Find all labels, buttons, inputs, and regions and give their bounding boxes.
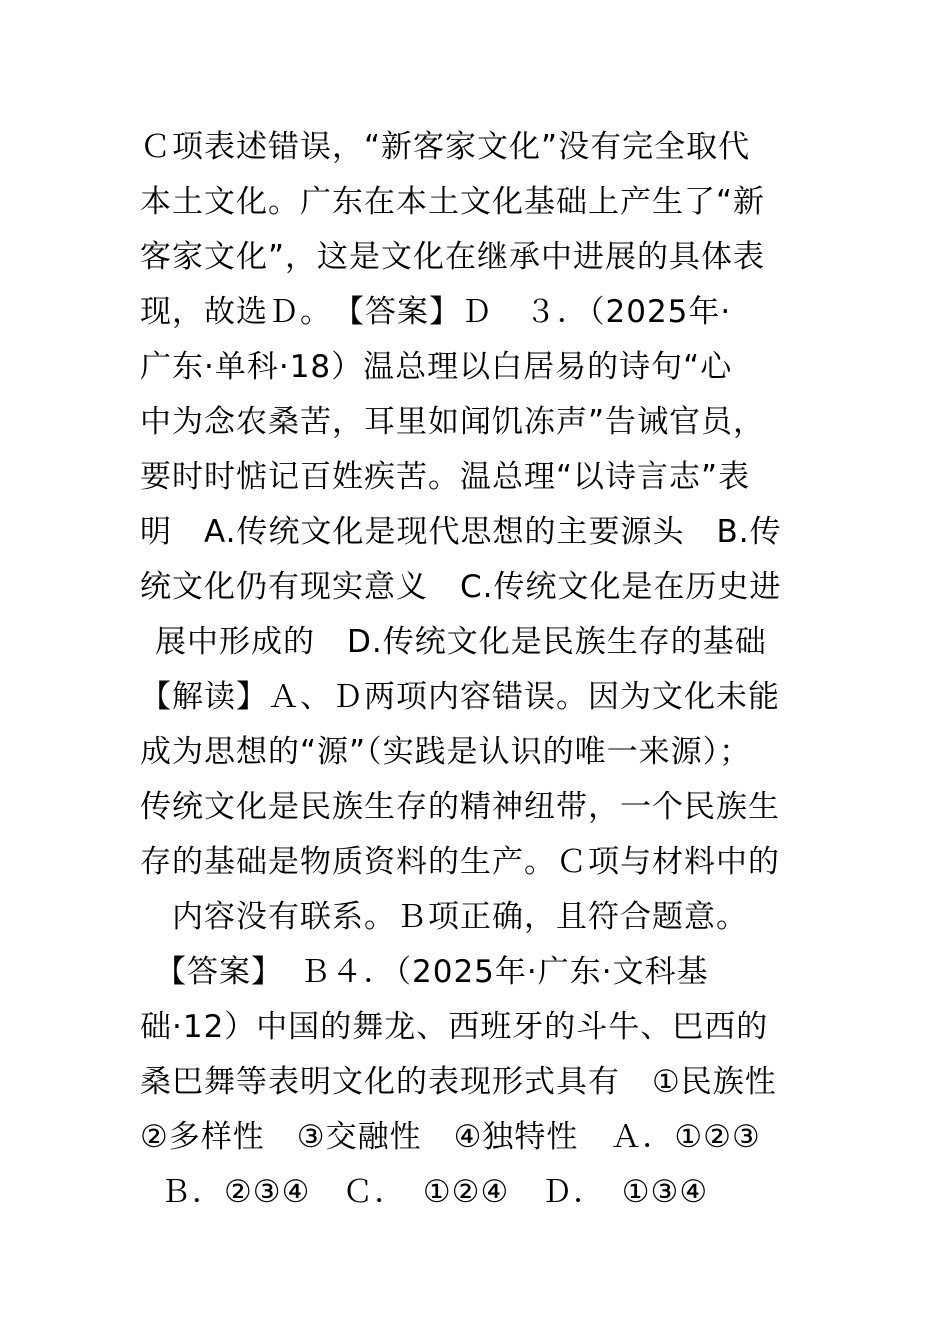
text-line: 现，故选Ｄ。 【答案】Ｄ ３．（2025年· <box>140 294 732 330</box>
text-line: 统文化仍有现实意义 C.传统文化是在历史进 <box>140 569 782 605</box>
text-line: 客家文化”，这是文化在继承中进展的具体表 <box>140 239 766 275</box>
text-line: 本土文化。广东在本土文化基础上产生了“新 <box>140 184 766 220</box>
text-line: 要时时惦记百姓疾苦。温总理“以诗言志”表 <box>140 459 751 495</box>
text-line: ②多样性 ③交融性 ④独特性 Ａ．①②③ <box>140 1119 761 1155</box>
text-line: 明 A.传统文化是现代思想的主要源头 B.传 <box>140 514 782 550</box>
text-line: 内容没有联系。Ｂ项正确，且符合题意。 <box>172 899 748 935</box>
text-line: Ｂ．②③④ Ｃ． ①②④ Ｄ． ①③④ <box>160 1174 709 1210</box>
text-line: 【解读】Ａ、Ｄ两项内容错误。因为文化未能 <box>140 679 780 715</box>
text-line: 传统文化是民族生存的精神纽带，一个民族生 <box>140 789 780 825</box>
text-line: 【答案】 Ｂ４．（2025年·广东·文科基 <box>155 954 709 990</box>
text-line: 广东·单科·18）温总理以白居易的诗句“心 <box>140 349 733 385</box>
text-line: 展中形成的 D.传统文化是民族生存的基础 <box>155 624 767 660</box>
text-line: 成为思想的“源”（实践是认识的唯一来源）； <box>140 734 752 770</box>
text-line: 础·12）中国的舞龙、西班牙的斗牛、巴西的 <box>140 1009 769 1045</box>
text-line: 中为念农桑苦，耳里如闻饥冻声”告诫官员， <box>140 404 766 440</box>
text-line: 存的基础是物质资料的生产。Ｃ项与材料中的 <box>140 844 780 880</box>
text-line: Ｃ项表述错误，“新客家文化”没有完全取代 <box>140 129 751 165</box>
text-line: 桑巴舞等表明文化的表现形式具有 ①民族性 <box>140 1064 777 1100</box>
